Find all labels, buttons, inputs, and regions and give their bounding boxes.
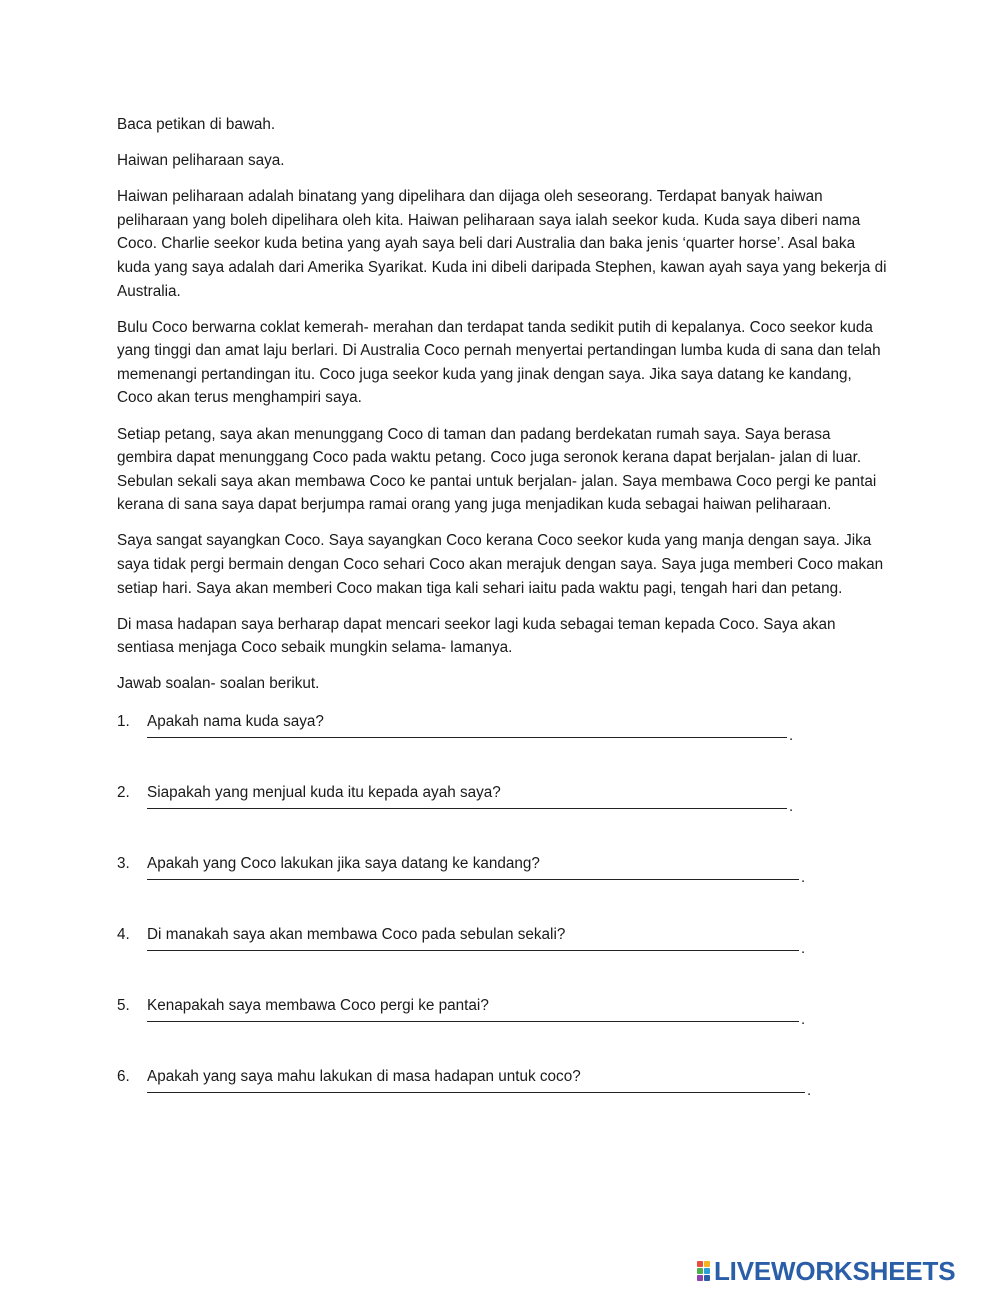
question-number: 4. — [117, 925, 130, 943]
question-item — [117, 923, 887, 994]
question-number: 5. — [117, 996, 130, 1014]
question-item — [117, 1065, 887, 1136]
question-text: Apakah yang Coco lakukan jika saya datang ke kandang? — [147, 854, 540, 872]
passage-paragraph: Haiwan peliharaan adalah binatang yang dipelihara dan dijaga oleh seseorang. Terdapat banyak haiwan peliharaan yang boleh dipelihara oleh kita. Haiwan peliharaan saya ialah seekor kuda. Kuda saya diberi nama Coco. Charlie seekor kuda betina yang ayah saya beli dari Australia dan baka jenis ‘quarter horse’. Asal baka kuda yang saya adalah dari Amerika Syarikat. Kuda ini dibeli daripada Stephen, kawan ayah saya yang bekerja di Australia. — [117, 188, 887, 300]
answer-line[interactable] — [147, 737, 787, 738]
answer-line[interactable] — [147, 879, 799, 880]
passage-paragraph: Setiap petang, saya akan menunggang Coco di taman dan padang berdekatan rumah saya. Saya berasa gembira dapat menunggang Coco pada waktu petang. Coco juga seronok kerana dapat berjalan- jalan di luar. Sebulan sekali saya akan membawa Coco ke pantai untuk berjalan- jalan. Saya membawa Coco pergi ke pantai kerana di sana saya dapat berjumpa ramai orang yang juga menjadikan kuda sebagai haiwan peliharaan. — [117, 425, 877, 514]
question-list — [117, 710, 887, 1136]
question-text: Di manakah saya akan membawa Coco pada sebulan sekali? — [147, 925, 566, 943]
answer-line-period: . — [801, 868, 806, 886]
question-number: 3. — [117, 854, 130, 872]
question-item — [117, 781, 887, 852]
passage-title: Haiwan peliharaan saya. — [117, 152, 285, 170]
answer-line[interactable] — [147, 808, 787, 809]
intro-text: Baca petikan di bawah. — [117, 116, 276, 133]
question-item — [117, 852, 887, 923]
question-number: 2. — [117, 783, 130, 801]
liveworksheets-brand — [697, 1256, 955, 1286]
liveworksheets-logo-icon — [697, 1261, 710, 1281]
answer-line[interactable] — [147, 1092, 805, 1093]
passage-paragraph: Bulu Coco berwarna coklat kemerah- merahan dan terdapat tanda sedikit putih di kepalanya. Coco seekor kuda yang tinggi dan amat laju berlari. Di Australia Coco pernah menyertai pertandingan lumba kuda di sana dan telah memenangi pertandingan itu. Coco juga seekor kuda yang jinak dengan saya. Jika saya datang ke kandang, Coco akan terus menghampiri saya. — [117, 318, 881, 407]
question-number: 1. — [117, 712, 130, 730]
answer-line[interactable] — [147, 1021, 799, 1022]
question-text: Kenapakah saya membawa Coco pergi ke pantai? — [147, 996, 489, 1014]
question-item — [117, 710, 887, 781]
passage-paragraph: Saya sangat sayangkan Coco. Saya sayangkan Coco kerana Coco seekor kuda yang manja dengan saya. Jika saya tidak pergi bermain dengan Coco sehari Coco akan merajuk dengan saya. Saya juga memberi Coco makan setiap hari. Saya akan memberi Coco makan tiga kali sehari iaitu pada waktu pagi, tengah hari dan petang. — [117, 532, 884, 597]
question-number: 6. — [117, 1067, 130, 1085]
answer-line-period: . — [801, 1010, 806, 1028]
answer-line-period: . — [789, 797, 794, 815]
question-text: Apakah nama kuda saya? — [147, 712, 324, 730]
question-text: Siapakah yang menjual kuda itu kepada ayah saya? — [147, 783, 501, 801]
brand-text: LIVEWORKSHEETS — [714, 1255, 956, 1286]
question-item — [117, 994, 887, 1065]
instruction-text: Jawab soalan- soalan berikut. — [117, 675, 320, 693]
answer-line[interactable] — [147, 950, 799, 951]
passage-paragraph: Di masa hadapan saya berharap dapat mencari seekor lagi kuda sebagai teman kepada Coco. Saya akan sentiasa menjaga Coco sebaik mungkin selama- lamanya. — [117, 615, 836, 657]
answer-line-period: . — [801, 939, 806, 957]
answer-line-period: . — [807, 1081, 812, 1099]
question-text: Apakah yang saya mahu lakukan di masa hadapan untuk coco? — [147, 1067, 581, 1085]
worksheet — [117, 113, 887, 1136]
answer-line-period: . — [789, 726, 794, 744]
